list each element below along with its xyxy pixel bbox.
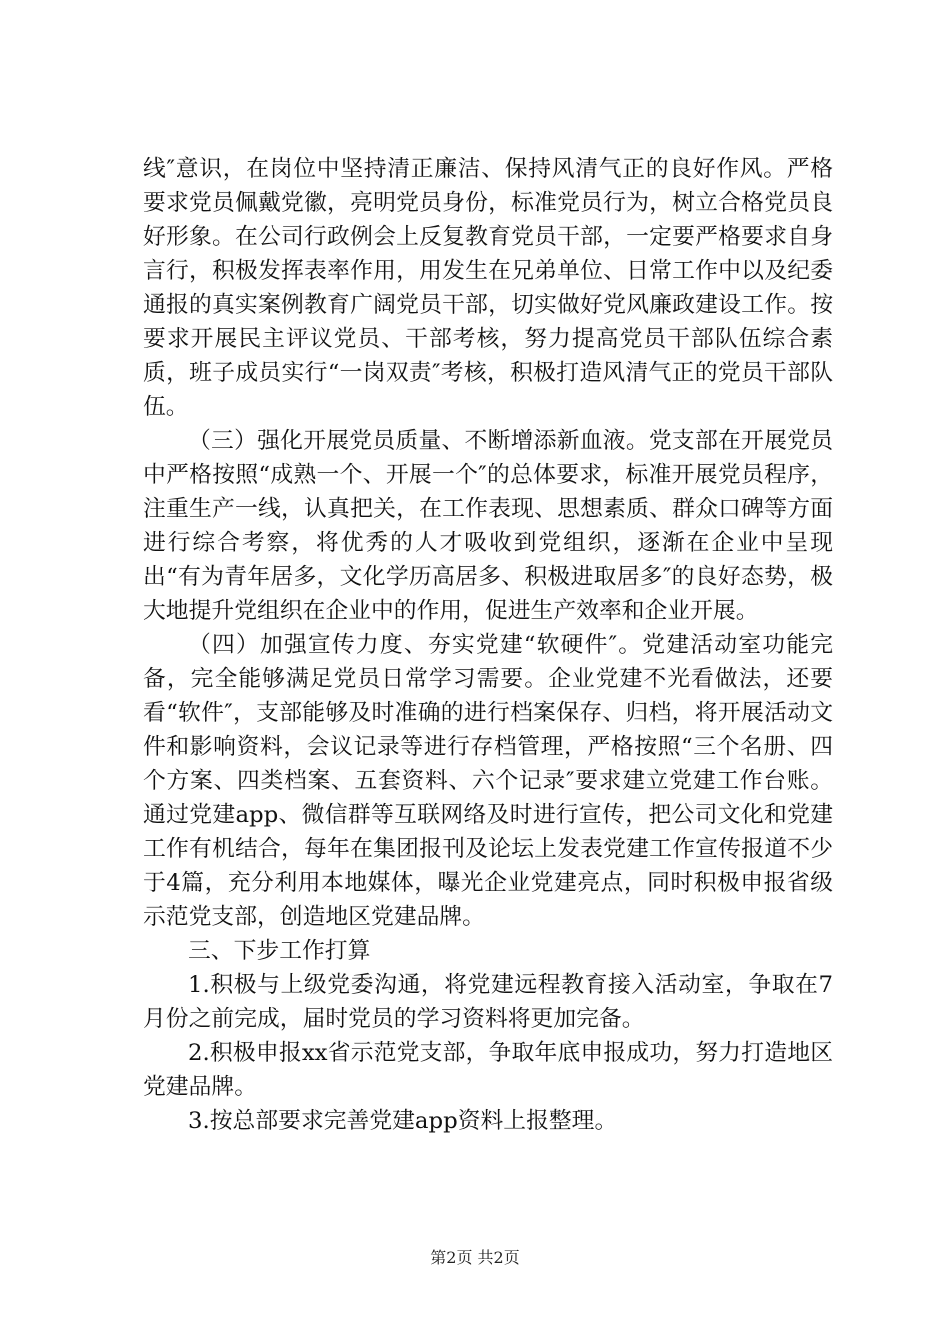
paragraph-continuation: 线″意识，在岗位中坚持清正廉洁、保持风清气正的良好作风。严格要求党员佩戴党徽，亮明党员身份，标准党员行为，树立合格党员良好形象。在公司行政例会上反复教育党员干部，一定要严格要求自身言行，积极发挥表率作用，用发生在兄弟单位、日常工作中以及纪委通报的真实案例教育广阔党员干部，切实做好党风廉政建设工作。按要求开展民主评议党员、干部考核，努力提高党员干部队伍综合素质，班子成员实行“一岗双责″考核，积极打造风清气正的党员干部队伍。 <box>143 156 833 420</box>
paragraph-section-three: （三）强化开展党员质量、不断增添新血液。党支部在开展党员中严格按照“成熟一个、开展一个″的总体要求，标准开展党员程序，注重生产一线，认真把关，在工作表现、思想素质、群众口碑等方面进行综合考察，将优秀的人才吸收到党组织，逐渐在企业中呈现出“有为青年居多，文化学历高居多、积极进取居多″的良好态势，极大地提升党组织在企业中的作用，促进生产效率和企业开展。 <box>143 428 833 624</box>
list-item-2: 2.积极申报xx省示范党支部，争取年底申报成功，努力打造地区党建品牌。 <box>143 1040 833 1100</box>
paragraph-section-four: （四）加强宣传力度、夯实党建“软硬件″。党建活动室功能完备，完全能够满足党员日常学习需要。企业党建不光看做法，还要看“软件″，支部能够及时准确的进行档案保存、归档，将开展活动文件和影响资料，会议记录等进行存档管理，严格按照“三个名册、四个方案、四类档案、五套资料、六个记录″要求建立党建工作台账。通过党建app、微信群等互联网络及时进行宣传，把公司文化和党建工作有机结合，每年在集团报刊及论坛上发表党建工作宣传报道不少于4篇，充分利用本地媒体，曝光企业党建亮点，同时积极申报省级示范党支部，创造地区党建品牌。 <box>143 632 833 930</box>
heading-next-steps: 三、下步工作打算 <box>188 938 371 964</box>
page-footer: 第2页 共2页 <box>430 1248 520 1267</box>
list-item-3: 3.按总部要求完善党建app资料上报整理。 <box>188 1108 618 1134</box>
document-body <box>143 152 833 1138</box>
list-item-1: 1.积极与上级党委沟通，将党建远程教育接入活动室，争取在7月份之前完成，届时党员的学习资料将更加完备。 <box>143 972 833 1032</box>
